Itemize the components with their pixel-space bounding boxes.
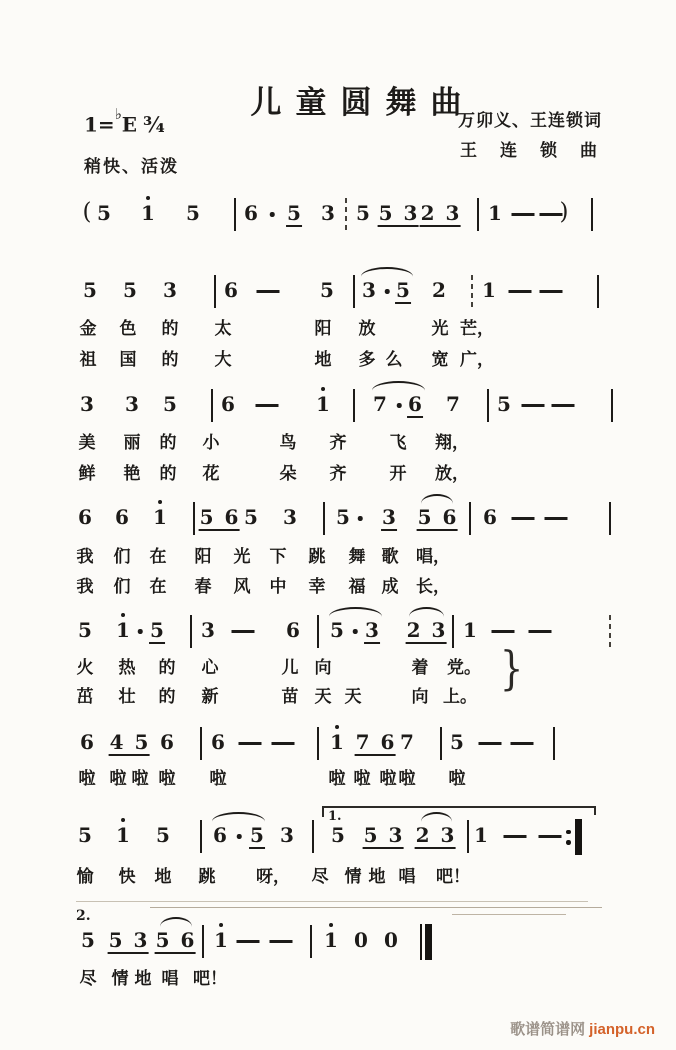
held-note-dash: [504, 835, 527, 838]
note: 5: [83, 278, 97, 302]
final-barline: [420, 924, 432, 960]
repeat-dot: [566, 830, 571, 835]
flat-sign: ♭: [114, 105, 122, 123]
lyric-char: 吧！: [193, 969, 227, 989]
barline: [317, 727, 319, 760]
lyric-char: 的: [161, 350, 179, 370]
lyric-char: 舞: [348, 547, 366, 567]
note: 1: [463, 618, 477, 642]
note: 1: [474, 823, 488, 847]
thick-barline: [425, 924, 432, 960]
note: 6: [221, 392, 235, 416]
parenthesis: (: [82, 199, 92, 225]
note: 6: [483, 505, 497, 529]
held-note-dash: [479, 742, 502, 745]
watermark: [510, 1018, 655, 1039]
lyric-char: 我: [76, 577, 94, 597]
lyric-char: 艳: [123, 464, 141, 484]
lyric-char: 啦: [328, 769, 346, 789]
lyric-char: 上。: [443, 687, 477, 707]
note: 5: [497, 392, 511, 416]
lyric-char: 朵: [279, 464, 297, 484]
note: 6: [213, 823, 227, 847]
barline: [467, 820, 469, 853]
lyric-char: 福: [348, 577, 366, 597]
note: 3: [125, 392, 139, 416]
note: 3: [362, 278, 376, 302]
held-note-dash: [237, 940, 260, 943]
note: 6: [244, 201, 258, 225]
lyricist-credit: 万卯义、王连锁词: [458, 111, 602, 131]
note: 5: [330, 618, 344, 642]
lyric-char: 大: [214, 350, 232, 370]
lyric-char: 广，: [460, 350, 494, 370]
lyric-char: 的: [159, 433, 177, 453]
lyric-char: 放，: [435, 464, 469, 484]
time-signature: ¾: [143, 111, 165, 137]
volta-bracket: [322, 806, 596, 824]
lyric-char: 呀，: [256, 867, 290, 887]
repeat-dot: [566, 840, 571, 845]
lyric-char: 的: [158, 658, 176, 678]
note: 7: [400, 730, 414, 754]
lyric-char: 丽: [123, 433, 141, 453]
lyric-char: 儿: [281, 658, 299, 678]
note: 1: [324, 928, 338, 952]
lyric-char: 的: [158, 687, 176, 707]
lyric-char: 在: [149, 577, 167, 597]
held-note-dash: [540, 290, 563, 293]
lyric-char: 着: [411, 658, 429, 678]
barline: [190, 615, 192, 648]
song-title: 儿童圆舞曲: [250, 84, 476, 121]
note: 0: [354, 928, 368, 952]
barline: [591, 198, 593, 231]
note: 5: [163, 392, 177, 416]
lyric-char: 中: [269, 577, 287, 597]
note: 6: [160, 730, 174, 754]
note: 5: [356, 201, 370, 225]
dotted-note-dot: [358, 516, 363, 521]
note: 5 6: [155, 928, 195, 952]
lyric-char: 壮: [118, 687, 136, 707]
lyric-char: 色: [119, 319, 137, 339]
note: 5: [450, 730, 464, 754]
note: 5 3: [108, 928, 148, 952]
lyric-char: 们: [113, 577, 131, 597]
lyric-char: 齐: [329, 433, 347, 453]
lyric-char: 多: [358, 350, 376, 370]
note: 5 6: [199, 505, 239, 529]
note: 5: [78, 618, 92, 642]
note: 6: [286, 618, 300, 642]
key-prefix: 1=: [84, 112, 115, 137]
note: 1: [330, 730, 344, 754]
scan-artifact-line: [452, 914, 566, 915]
note: 1: [214, 928, 228, 952]
barline: [312, 820, 314, 853]
tempo-marking: 稍快、活泼: [84, 157, 179, 177]
lyric-char: 地: [314, 350, 332, 370]
lyric-char: 花: [202, 464, 220, 484]
lyric-char: 么: [385, 350, 403, 370]
barline: [469, 502, 471, 535]
lyric-char: 茁: [76, 687, 94, 707]
note: 5: [150, 618, 164, 642]
lyric-char: 热: [118, 658, 136, 678]
lyric-char: 太: [214, 319, 232, 339]
note: 1: [141, 201, 155, 225]
lyric-char: 长，: [416, 577, 450, 597]
note: 5 3: [378, 201, 418, 225]
slur-arc: [160, 917, 192, 929]
lyric-char: 鸟: [279, 433, 297, 453]
note: 6: [115, 505, 129, 529]
lyric-char: 春: [194, 577, 212, 597]
lyric-char: 唱: [398, 867, 416, 887]
note: 1: [316, 392, 330, 416]
repeat-dots: [566, 830, 571, 845]
note: 2 3: [406, 618, 446, 642]
stanza-brace: }: [499, 641, 524, 695]
end-repeat-barline: [566, 819, 582, 855]
barline: [202, 925, 204, 958]
barline: [452, 615, 454, 648]
volta-label: 2.: [76, 908, 91, 924]
note: 3: [201, 618, 215, 642]
note: 5: [156, 823, 170, 847]
note: 3: [321, 201, 335, 225]
lyric-char: 光: [431, 319, 449, 339]
held-note-dash: [552, 404, 575, 407]
barline: [353, 389, 355, 422]
note: 5: [123, 278, 137, 302]
barline: [611, 389, 613, 422]
held-note-dash: [511, 742, 534, 745]
note: 5: [331, 823, 345, 847]
note: 5 3: [363, 823, 403, 847]
note: 5: [396, 278, 410, 302]
note: 3: [280, 823, 294, 847]
note: 0: [384, 928, 398, 952]
composer-credit: 王连锁曲: [460, 141, 620, 161]
lyric-char: 风: [233, 577, 251, 597]
note: 5: [287, 201, 301, 225]
lyric-char: 啦: [209, 769, 227, 789]
slur-arc: [421, 494, 453, 506]
barline: [200, 727, 202, 760]
lyric-char: 啦: [158, 769, 176, 789]
lyric-char: 跳: [198, 867, 216, 887]
barline: [214, 275, 216, 308]
held-note-dash: [270, 940, 293, 943]
note: 5: [320, 278, 334, 302]
note: 3: [283, 505, 297, 529]
lyric-char: 心: [201, 658, 219, 678]
note: 2: [432, 278, 446, 302]
lyric-char: 党。: [447, 658, 481, 678]
lyric-char: 光: [233, 547, 251, 567]
barline: [317, 615, 319, 648]
volta-label: 1.: [328, 809, 342, 824]
lyric-char: 齐: [329, 464, 347, 484]
note: 3: [80, 392, 94, 416]
held-note-dash: [256, 404, 279, 407]
note: 5: [336, 505, 350, 529]
note: 2 3: [420, 201, 460, 225]
held-note-dash: [232, 630, 255, 633]
lyric-char: 宽: [431, 350, 449, 370]
barline: [597, 275, 599, 308]
barline: [193, 502, 195, 535]
lyric-char: 情: [111, 969, 129, 989]
held-note-dash: [522, 404, 545, 407]
note: 5: [250, 823, 264, 847]
lyric-char: 歌: [381, 547, 399, 567]
lyric-char: 天: [344, 687, 362, 707]
lyric-char: 小: [202, 433, 220, 453]
barline: [477, 198, 479, 231]
lyric-char: 啦: [379, 769, 397, 789]
note: 1: [116, 823, 130, 847]
barline: [609, 615, 611, 648]
note: 6: [211, 730, 225, 754]
dotted-note-dot: [270, 212, 275, 217]
note: 5: [186, 201, 200, 225]
barline: [200, 820, 202, 853]
slur-arc: [212, 812, 265, 824]
note: 1: [116, 618, 130, 642]
barline: [234, 198, 236, 231]
held-note-dash: [257, 290, 280, 293]
lyric-char: 国: [119, 350, 137, 370]
lyric-char: 向: [411, 687, 429, 707]
note: 5: [78, 823, 92, 847]
note: 5: [81, 928, 95, 952]
lyric-char: 吧！: [436, 867, 470, 887]
note: 3: [365, 618, 379, 642]
note: 2 3: [415, 823, 455, 847]
barline: [353, 275, 355, 308]
lyric-char: 快: [118, 867, 136, 887]
held-note-dash: [509, 290, 532, 293]
dotted-note-dot: [237, 834, 242, 839]
slur-arc: [409, 607, 444, 619]
lyric-char: 向: [314, 658, 332, 678]
dotted-note-dot: [397, 403, 402, 408]
lyric-char: 金: [79, 319, 97, 339]
lyric-char: 祖: [79, 350, 97, 370]
note: 3: [163, 278, 177, 302]
lyric-char: 美: [78, 433, 96, 453]
lyric-char: 啦: [78, 769, 96, 789]
note: 1: [153, 505, 167, 529]
lyric-char: 开: [389, 464, 407, 484]
scan-artifact-line: [76, 901, 588, 902]
slur-arc: [372, 381, 425, 393]
thick-barline: [575, 819, 582, 855]
thin-barline: [420, 924, 422, 960]
note: 3: [382, 505, 396, 529]
barline: [345, 198, 347, 231]
lyric-char: 跳: [308, 547, 326, 567]
watermark-site-url: jianpu.cn: [589, 1021, 655, 1038]
lyric-char: 啦: [448, 769, 466, 789]
lyric-char: 愉: [76, 867, 94, 887]
dotted-note-dot: [385, 289, 390, 294]
barline: [609, 502, 611, 535]
lyric-char: 情: [344, 867, 362, 887]
note: 5 6: [417, 505, 457, 529]
held-note-dash: [492, 630, 515, 633]
held-note-dash: [529, 630, 552, 633]
lyric-char: 唱: [161, 969, 179, 989]
lyric-char: 鲜: [78, 464, 96, 484]
lyric-char: 们: [113, 547, 131, 567]
lyric-char: 啦: [398, 769, 416, 789]
parenthesis: ): [559, 199, 569, 225]
slur-arc: [329, 607, 382, 619]
lyric-char: 啦: [109, 769, 127, 789]
held-note-dash: [539, 835, 562, 838]
scan-artifact-line: [150, 907, 602, 908]
lyric-char: 火: [76, 658, 94, 678]
note: 6: [224, 278, 238, 302]
lyric-char: 我: [76, 547, 94, 567]
lyric-char: 尽: [79, 969, 97, 989]
lyric-char: 啦: [131, 769, 149, 789]
lyric-char: 的: [161, 319, 179, 339]
barline: [310, 925, 312, 958]
lyric-char: 翔，: [435, 433, 469, 453]
lyric-char: 新: [201, 687, 219, 707]
barline: [323, 502, 325, 535]
slur-arc: [361, 267, 413, 279]
lyric-char: 地: [154, 867, 172, 887]
note: 5: [244, 505, 258, 529]
lyric-char: 啦: [353, 769, 371, 789]
held-note-dash: [272, 742, 295, 745]
lyric-char: 地: [368, 867, 386, 887]
lyric-char: 尽: [311, 867, 329, 887]
note: 6: [78, 505, 92, 529]
barline: [487, 389, 489, 422]
barline: [211, 389, 213, 422]
lyric-char: 放: [358, 319, 376, 339]
lyric-char: 下: [269, 547, 287, 567]
key-letter: E: [121, 112, 138, 137]
lyric-char: 飞: [389, 433, 407, 453]
note: 6: [80, 730, 94, 754]
note: 4 5: [109, 730, 149, 754]
lyric-char: 地: [134, 969, 152, 989]
note: 7: [446, 392, 460, 416]
held-note-dash: [512, 213, 535, 216]
held-note-dash: [545, 517, 568, 520]
held-note-dash: [239, 742, 262, 745]
note: 6: [408, 392, 422, 416]
note: 1: [482, 278, 496, 302]
lyric-char: 幸: [308, 577, 326, 597]
lyric-char: 芒，: [460, 319, 494, 339]
lyric-char: 苗: [281, 687, 299, 707]
lyric-char: 在: [149, 547, 167, 567]
barline: [440, 727, 442, 760]
watermark-site-name: 歌谱简谱网: [510, 1021, 586, 1038]
lyric-char: 唱，: [416, 547, 450, 567]
note: 5: [97, 201, 111, 225]
lyric-char: 阳: [314, 319, 332, 339]
note: 7 6: [355, 730, 395, 754]
barline: [553, 727, 555, 760]
note: 1: [488, 201, 502, 225]
lyric-char: 天: [314, 687, 332, 707]
dotted-note-dot: [353, 629, 358, 634]
dotted-note-dot: [138, 629, 143, 634]
lyric-char: 阳: [194, 547, 212, 567]
held-note-dash: [512, 517, 535, 520]
lyric-char: 的: [159, 464, 177, 484]
note: 7: [373, 392, 387, 416]
barline: [471, 275, 473, 308]
lyric-char: 成: [381, 577, 399, 597]
